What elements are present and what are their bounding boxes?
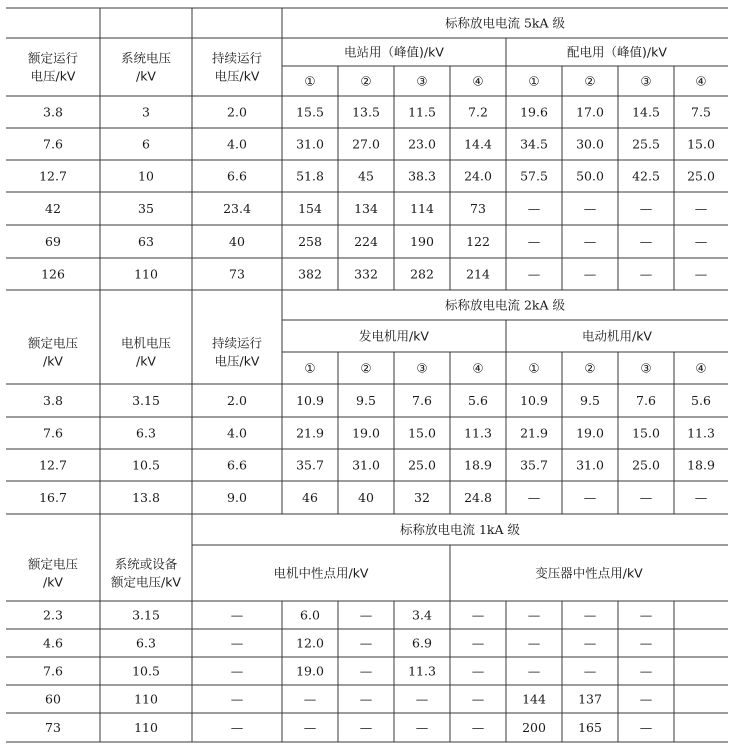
table-cell: 17.0 (576, 104, 604, 120)
table-cell: 12.7 (39, 457, 67, 473)
table-cell: — (694, 201, 708, 216)
subcol-marker: ④ (472, 73, 484, 89)
table-cell: — (694, 490, 708, 505)
table-cell: 73 (45, 720, 61, 735)
table-cell: — (639, 691, 653, 707)
table-cell: 11.3 (687, 425, 715, 441)
header-continuous-voltage-line2: 电压/kV (214, 68, 260, 84)
table-cell: 200 (522, 720, 546, 735)
table-cell: 110 (134, 720, 158, 735)
table-cell: — (415, 691, 429, 707)
header-motor-voltage-2ka-line1: 电机电压 (120, 335, 172, 351)
table-cell: — (583, 490, 597, 505)
table-cell: 6.6 (227, 457, 247, 473)
table-cell: 3.15 (132, 607, 160, 623)
table-cell: 6.9 (412, 635, 432, 651)
table-cell: 73 (229, 266, 245, 282)
table-cell: 40 (358, 490, 374, 505)
subcol-marker: ② (584, 360, 596, 376)
table-cell: 6.6 (227, 168, 247, 184)
table-cell: 15.0 (687, 136, 715, 152)
table-cell: 3.15 (132, 393, 160, 408)
header-rated-voltage-line2: 电压/kV (30, 68, 76, 84)
table-cell: 12.0 (296, 635, 324, 651)
table-cell: — (527, 663, 541, 679)
table-cell: — (639, 720, 653, 735)
table-cell: 3.4 (412, 607, 432, 623)
subcol-marker: ③ (416, 73, 428, 89)
table-cell: — (359, 691, 373, 707)
table-cell: — (639, 607, 653, 623)
table-cell: 51.8 (296, 168, 324, 184)
header-motor-neutral-group: 电机中性点用/kV (273, 565, 369, 581)
header-transformer-neutral-group: 变压器中性点用/kV (535, 565, 643, 581)
table-cell: 11.5 (408, 104, 436, 120)
subcol-marker: ② (360, 73, 372, 89)
table-cell: 21.9 (520, 425, 548, 441)
table-cell: 25.0 (632, 457, 660, 473)
table-cell: — (527, 607, 541, 623)
table-cell: 165 (578, 720, 602, 735)
table-cell: 25.0 (408, 457, 436, 473)
header-system-device-voltage-1ka-line1: 系统或设备 (114, 556, 178, 572)
table-cell: 137 (578, 691, 602, 707)
table-cell: 19.0 (576, 425, 604, 441)
table-cell: 224 (354, 234, 378, 249)
header-continuous-voltage-2ka-line1: 持续运行 (211, 335, 263, 351)
table-cell: — (527, 490, 541, 505)
table-cell: — (471, 607, 485, 623)
table-cell: 7.5 (691, 104, 711, 120)
table-cell: 27.0 (352, 136, 380, 152)
table-cell: 7.6 (43, 663, 63, 679)
table-cell: 16.7 (39, 490, 67, 505)
table-cell: 15.0 (632, 425, 660, 441)
section-2ka-title: 标称放电电流 2kA 级 (444, 297, 566, 313)
table-cell: 9.0 (227, 490, 247, 505)
table-cell: — (639, 266, 653, 282)
table-cell: — (583, 663, 597, 679)
header-generator-group: 发电机用/kV (358, 328, 430, 344)
header-rated-voltage-line1: 额定运行 (27, 50, 79, 66)
table-cell: 11.3 (408, 663, 436, 679)
table-cell: 4.0 (227, 136, 247, 152)
table-cell: 14.5 (632, 104, 660, 120)
table-cell: 3.8 (43, 104, 63, 120)
table-cell: 190 (410, 234, 434, 249)
table-cell: — (303, 691, 317, 707)
table-cell: 7.6 (43, 425, 63, 441)
subcol-marker: ① (528, 360, 540, 376)
table-cell: 122 (466, 234, 490, 249)
table-cell: 69 (45, 234, 61, 249)
table-cell: 114 (410, 201, 434, 216)
table-cell: — (230, 607, 244, 623)
table-cell: 7.6 (43, 136, 63, 152)
table-cell: 23.4 (223, 201, 251, 216)
header-continuous-voltage-2ka-line2: 电压/kV (214, 353, 260, 369)
table-cell: 6.3 (136, 425, 156, 441)
table-cell: 110 (134, 266, 158, 282)
table-cell: 57.5 (520, 168, 548, 184)
table-cell: — (583, 234, 597, 249)
subcol-marker: ① (304, 360, 316, 376)
table-cell: 2.0 (227, 104, 247, 120)
table-cell: 7.6 (412, 393, 432, 408)
subcol-marker: ③ (416, 360, 428, 376)
table-cell: — (359, 720, 373, 735)
table-cell: 35 (138, 201, 154, 216)
table-cell: — (583, 607, 597, 623)
table-cell: — (527, 266, 541, 282)
table-cell: — (583, 266, 597, 282)
header-rated-voltage-1ka-line2: /kV (42, 574, 64, 590)
table-cell: — (639, 201, 653, 216)
table-cell: 19.6 (520, 104, 548, 120)
table-cell: 45 (358, 168, 374, 184)
table-cell: — (639, 490, 653, 505)
table-cell: — (230, 691, 244, 707)
table-cell: — (230, 663, 244, 679)
table-cell: 24.8 (464, 490, 492, 505)
table-cell: 382 (298, 266, 322, 282)
table-cell: — (471, 663, 485, 679)
table-cell: 10 (138, 168, 154, 184)
table-cell: 144 (522, 691, 546, 707)
header-distribution-group: 配电用（峰值)/kV (567, 44, 667, 60)
table-cell: 38.3 (408, 168, 436, 184)
table-cell: 32 (414, 490, 430, 505)
table-cell: 25.5 (632, 136, 660, 152)
table-cell: — (583, 201, 597, 216)
table-cell: — (359, 607, 373, 623)
table-cell: 4.0 (227, 425, 247, 441)
table-cell: 19.0 (352, 425, 380, 441)
table-cell: — (639, 234, 653, 249)
subcol-marker: ④ (695, 73, 707, 89)
table-cell: 25.0 (687, 168, 715, 184)
table-cell: — (527, 234, 541, 249)
table-cell: — (471, 635, 485, 651)
header-system-device-voltage-1ka-line2: 额定电压/kV (110, 574, 182, 590)
table-cell: 50.0 (576, 168, 604, 184)
table-cells (28, 16, 715, 736)
table-cell: 18.9 (687, 457, 715, 473)
table-cell: 34.5 (520, 136, 548, 152)
table-cell: — (527, 201, 541, 216)
table-cell: 126 (41, 266, 65, 282)
table-cell: 7.6 (636, 393, 656, 408)
section-1ka-title: 标称放电电流 1kA 级 (399, 522, 521, 537)
table-cell: — (583, 635, 597, 651)
table-cell: 10.5 (132, 457, 160, 473)
table-cell: 154 (298, 201, 322, 216)
header-rated-voltage-2ka-line1: 额定电压 (27, 335, 79, 351)
table-cell: 13.8 (132, 490, 160, 505)
table-cell: 11.3 (464, 425, 492, 441)
subcol-marker: ② (360, 360, 372, 376)
table-cell: — (694, 266, 708, 282)
table-cell: 9.5 (580, 393, 600, 408)
header-station-group: 电站用（峰值)/kV (344, 44, 444, 60)
table-cell: 35.7 (520, 457, 548, 473)
section-5ka-title: 标称放电电流 5kA 级 (444, 15, 566, 31)
table-cell: 5.6 (468, 393, 488, 408)
table-cell: 9.5 (356, 393, 376, 408)
table-cell: — (230, 635, 244, 651)
subcol-marker: ① (528, 73, 540, 89)
subcol-marker: ③ (640, 73, 652, 89)
table-cell: 46 (302, 490, 318, 505)
table-cell: — (471, 691, 485, 707)
table-cell: 42 (45, 201, 61, 216)
table-cell: 15.5 (296, 104, 324, 120)
table-cell: 30.0 (576, 136, 604, 152)
table-cell: 13.5 (352, 104, 380, 120)
table-cell: 4.6 (43, 635, 63, 651)
table-cell: — (303, 720, 317, 735)
table-cell: — (415, 720, 429, 735)
table-cell: 6 (142, 136, 150, 152)
subcol-marker: ② (584, 73, 596, 89)
table-cell: 23.0 (408, 136, 436, 152)
table-cell: 5.6 (691, 393, 711, 408)
header-rated-voltage-1ka-line1: 额定电压 (27, 556, 79, 572)
table-cell: 31.0 (296, 136, 324, 152)
table-cell: 6.3 (136, 635, 156, 651)
table-cell: 19.0 (296, 663, 324, 679)
table-cell: 3 (142, 104, 150, 120)
table-cell: 110 (134, 691, 158, 707)
table-cell: 214 (466, 266, 490, 282)
table-cell: 21.9 (296, 425, 324, 441)
table-cell: 7.2 (468, 104, 488, 120)
table-cell: 10.5 (132, 663, 160, 679)
table-cell: 35.7 (296, 457, 324, 473)
table-cell: — (359, 663, 373, 679)
table-cell: 18.9 (464, 457, 492, 473)
table-cell: — (471, 720, 485, 735)
header-continuous-voltage-line1: 持续运行 (211, 50, 263, 66)
table-cell: 10.9 (296, 393, 324, 408)
table-cell: 282 (410, 266, 434, 282)
table-cell: — (230, 720, 244, 735)
table-cell: 258 (298, 234, 322, 249)
table-cell: 31.0 (576, 457, 604, 473)
table-cell: 332 (354, 266, 378, 282)
table-cell: — (639, 663, 653, 679)
table-cell: 134 (354, 201, 378, 216)
table-cell: 15.0 (408, 425, 436, 441)
table-cell: 10.9 (520, 393, 548, 408)
table-cell: 24.0 (464, 168, 492, 184)
table-cell: 40 (229, 234, 245, 249)
table-cell: 6.0 (300, 607, 320, 623)
table-cell: 2.3 (43, 607, 63, 623)
header-system-voltage-line2: /kV (135, 68, 157, 84)
table-cell: — (639, 635, 653, 651)
header-system-voltage-line1: 系统电压 (120, 50, 172, 66)
subcol-marker: ① (304, 73, 316, 89)
table-cell: 42.5 (632, 168, 660, 184)
subcol-marker: ③ (640, 360, 652, 376)
table-cell: 3.8 (43, 393, 63, 408)
table-cell: — (694, 234, 708, 249)
subcol-marker: ④ (472, 360, 484, 376)
table-cell: 12.7 (39, 168, 67, 184)
table-cell: — (527, 635, 541, 651)
table-cell: 60 (45, 691, 61, 707)
subcol-marker: ④ (695, 360, 707, 376)
header-motor-group: 电动机用/kV (581, 328, 653, 344)
table-cell: 31.0 (352, 457, 380, 473)
table-cell: 63 (138, 234, 154, 249)
table-cell: — (359, 635, 373, 651)
header-motor-voltage-2ka-line2: /kV (135, 353, 157, 369)
table-cell: 2.0 (227, 393, 247, 408)
table-cell: 73 (470, 201, 486, 216)
table-cell: 14.4 (464, 136, 492, 152)
header-rated-voltage-2ka-line2: /kV (42, 353, 64, 369)
